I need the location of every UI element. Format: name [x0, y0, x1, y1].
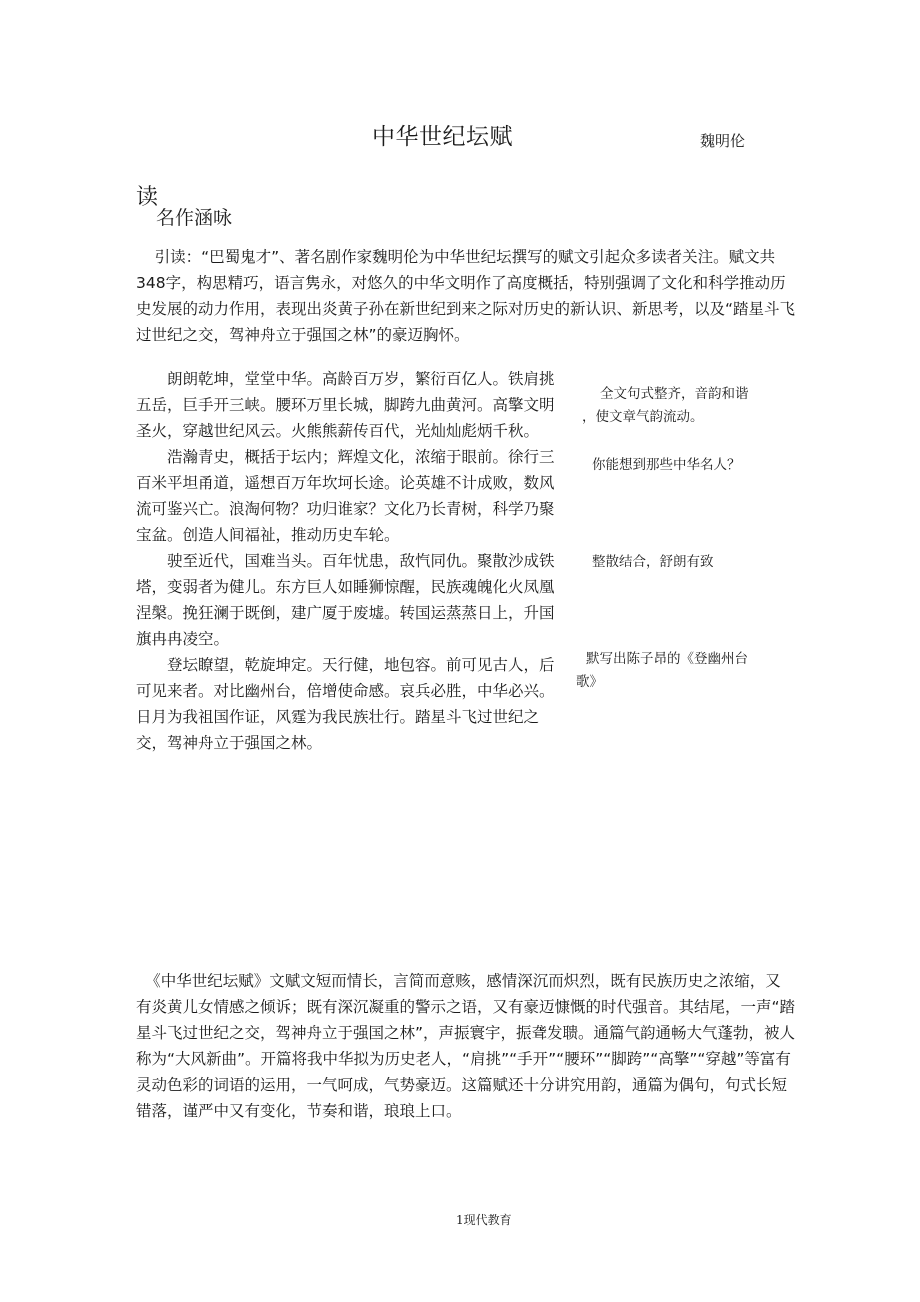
margin-note-line: 全文句式整齐，音韵和谐: [600, 386, 749, 402]
margin-note-line: 默写出陈子昂的《登幽州台: [586, 651, 748, 667]
margin-note-rhythm: [582, 383, 749, 429]
poem-body: [136, 366, 566, 756]
section-heading: 名作涵咏: [156, 207, 233, 229]
commentary-text: 《中华世纪坛赋》文赋文短而情长，言简而意赅，感情深沉而炽烈，既有民族历史之浓缩，又有炎黄儿女情感之倾诉；既有深沉凝重的警示之语，又有豪迈慷慨的时代强音。其结尾，一声“踏星斗飞过世纪之交，驾神舟立于强国之林”，声振寰宇，振聋发聩。通篇气韵通畅大气蓬勃，被人称为“大风新曲”。开篇将我中华拟为历史老人，“肩挑”“手开”“腰环”“脚跨”“高擎”“穿越”等富有灵动色彩的词语的运用，一气呵成，气势豪迈。这篇赋还十分讲究用韵，通篇为偶句，句式长短错落，谨严中又有变化，节奏和谐，琅琅上口。: [136, 972, 796, 1120]
margin-note-line: 歌》: [576, 674, 603, 690]
commentary-paragraph: [136, 968, 796, 1124]
poem-paragraph-4: 登坛瞭望，乾旋坤定。天行健，地包容。前可见古人，后可见来者。对比幽州台，倍增使命感。哀兵必胜，中华必兴。日月为我祖国作证，风霆为我民族壮行。踏星斗飞过世纪之交，驾神舟立于强国之林。: [136, 656, 555, 752]
intro-text: 引读：“巴蜀鬼才”、著名剧作家魏明伦为中华世纪坛撰写的赋文引起众多读者关注。赋文共348字，构思精巧，语言隽永，对悠久的中华文明作了高度概括，特别强调了文化和科学推动历史发展的动力作用，表现出炎黄子孙在新世纪到来之际对历史的新认识、新思考，以及“踏星斗飞过世纪之交，驾神舟立于强国之林”的豪迈胸怀。: [136, 248, 796, 344]
page-footer: 1现代教育: [456, 1213, 512, 1227]
page-title: 中华世纪坛赋: [372, 124, 513, 150]
margin-note-question: 你能想到那些中华名人？: [592, 457, 741, 473]
author-name: 魏明伦: [700, 132, 746, 150]
intro-paragraph: [136, 244, 796, 348]
poem-paragraph-2: 浩瀚青史，概括于坛内；辉煌文化，浓缩于眼前。徐行三百米平坦甬道，遥想百万年坎坷长途。论英雄不计成败，数风流可鉴兴亡。浪淘何物？功归谁家？文化乃长青树，科学乃聚宝盆。创造人间福祉，推动历史车轮。: [136, 448, 555, 544]
margin-note-line: ，使文章气韵流动。: [582, 409, 704, 425]
poem-paragraph-3: 驶至近代，国难当头。百年忧患，敌忾同仇。聚散沙成铁塔，变弱者为健儿。东方巨人如睡狮惊醒，民族魂魄化火凤凰涅槃。挽狂澜于既倒，建广厦于废墟。转国运蒸蒸日上，升国旗冉冉凌空。: [136, 552, 555, 648]
margin-note-task: [576, 648, 748, 694]
section-heading-char: 读: [136, 185, 159, 210]
poem-paragraph-1: 朗朗乾坤，堂堂中华。高龄百万岁，繁衍百亿人。铁肩挑五岳，巨手开三峡。腰环万里长城，脚跨九曲黄河。高擎文明圣火，穿越世纪风云。火熊熊薪传百代，光灿灿彪炳千秋。: [136, 370, 555, 440]
margin-note-structure: 整散结合，舒朗有致: [592, 554, 714, 570]
